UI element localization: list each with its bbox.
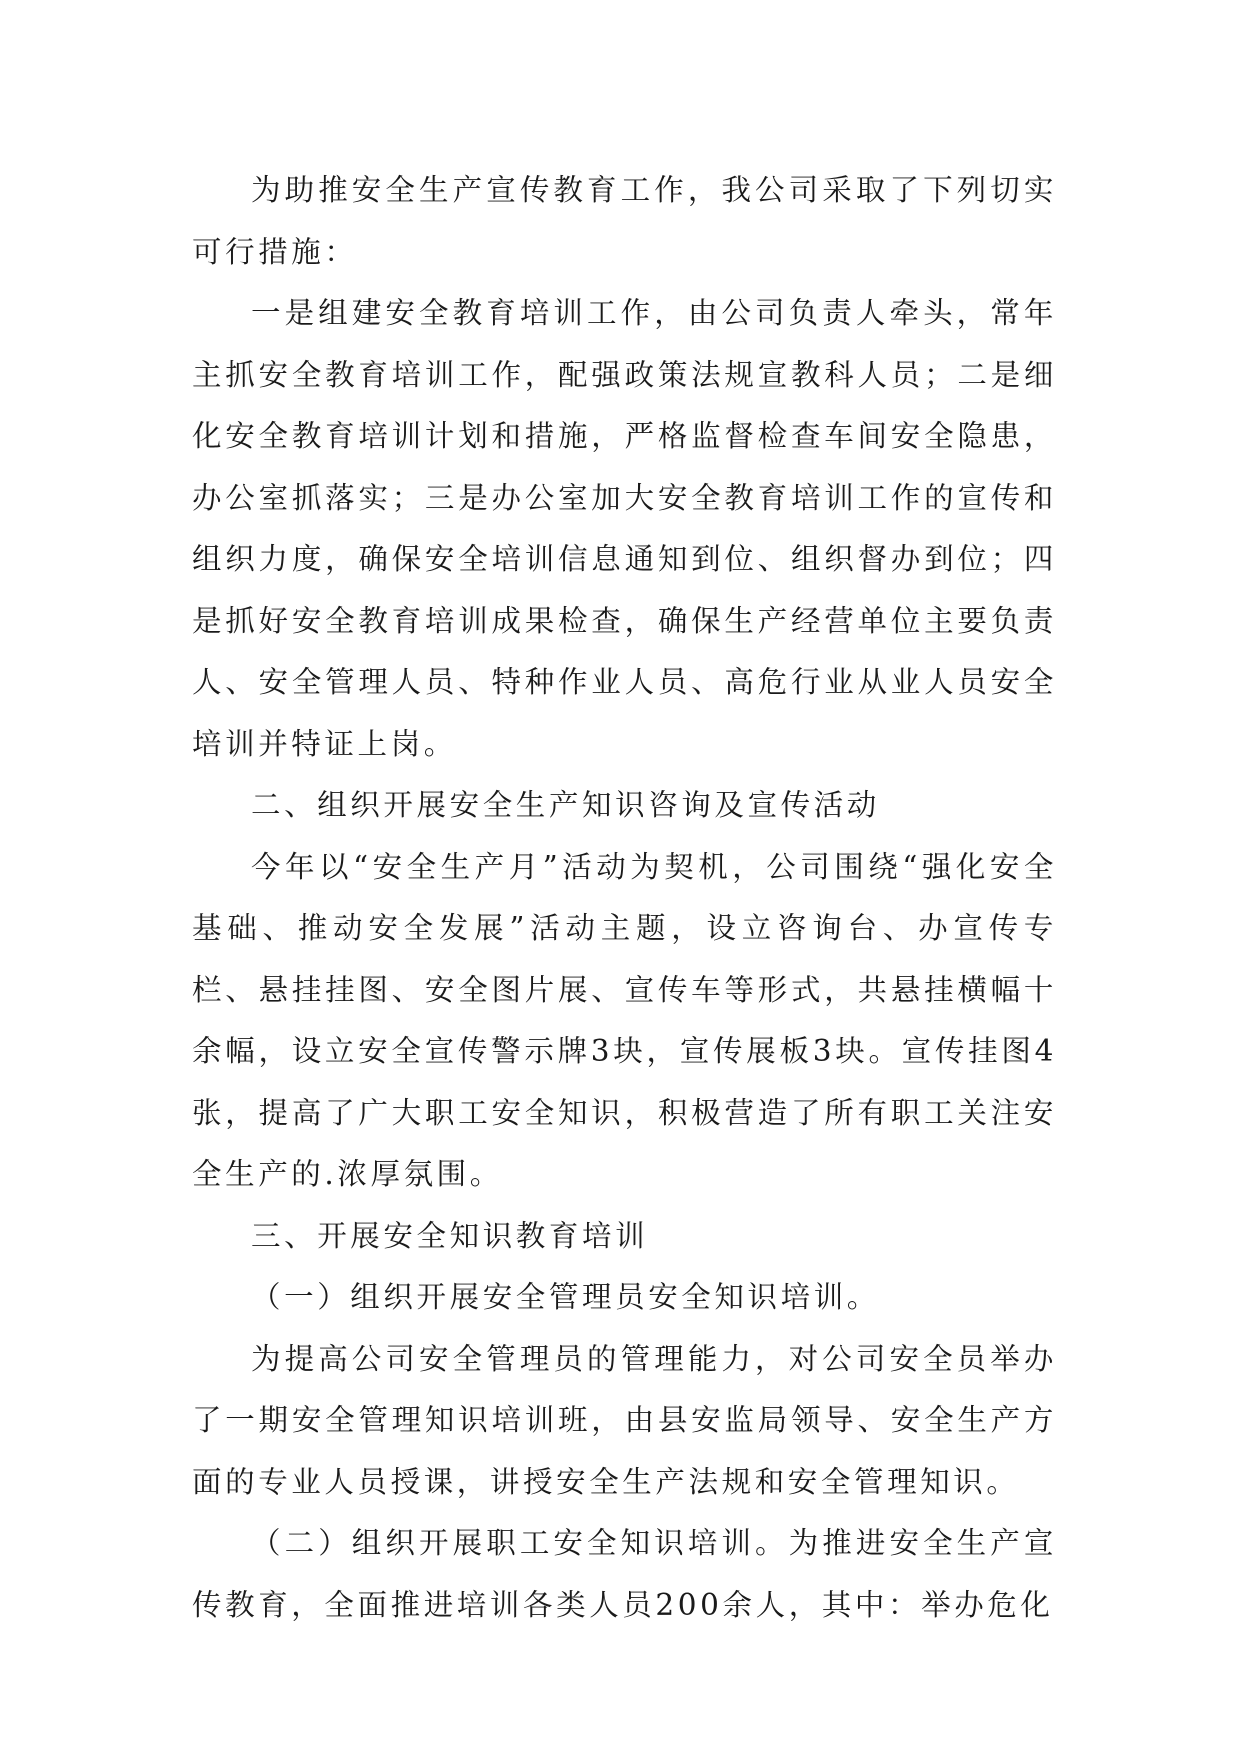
- paragraph-safety-month: 今年以“安全生产月”活动为契机，公司围绕“强化安全基础、推动安全发展”活动主题，设立咨询台、办宣传专栏、悬挂挂图、安全图片展、宣传车等形式，共悬挂横幅十余幅，设立安全宣传警示牌3块，宣传展板3块。宣传挂图4张，提高了广大职工安全知识，积极营造了所有职工关注安全生产的.浓厚氛围。: [192, 849, 1057, 1191]
- paragraph-measures: 一是组建安全教育培训工作，由公司负责人牵头，常年主抓安全教育培训工作，配强政策法规宣教科人员；二是细化安全教育培训计划和措施，严格监督检查车间安全隐患，办公室抓落实；三是办公室加大安全教育培训工作的宣传和组织力度，确保安全培训信息通知到位、组织督办到位；四是抓好安全教育培训成果检查，确保生产经营单位主要负责人、安全管理人员、特种作业人员、高危行业从业人员安全培训并特证上岗。: [192, 296, 1057, 761]
- subsection-heading-1: （一）组织开展安全管理员安全知识培训。: [251, 1280, 880, 1314]
- paragraph-staff-training: （二）组织开展职工安全知识培训。为推进安全生产宣传教育，全面推进培训各类人员200余人，其中：举办危化: [192, 1526, 1057, 1622]
- paragraph-intro: 为助推安全生产宣传教育工作，我公司采取了下列切实可行措施：: [192, 173, 1057, 269]
- paragraph-manager-training: 为提高公司安全管理员的管理能力，对公司安全员举办了一期安全管理知识培训班，由县安监局领导、安全生产方面的专业人员授课，讲授安全生产法规和安全管理知识。: [192, 1341, 1057, 1499]
- section-heading-3: 三、开展安全知识教育培训: [251, 1218, 649, 1253]
- section-heading-2: 二、组织开展安全生产知识咨询及宣传活动: [251, 788, 880, 822]
- document-body: [192, 160, 1057, 1636]
